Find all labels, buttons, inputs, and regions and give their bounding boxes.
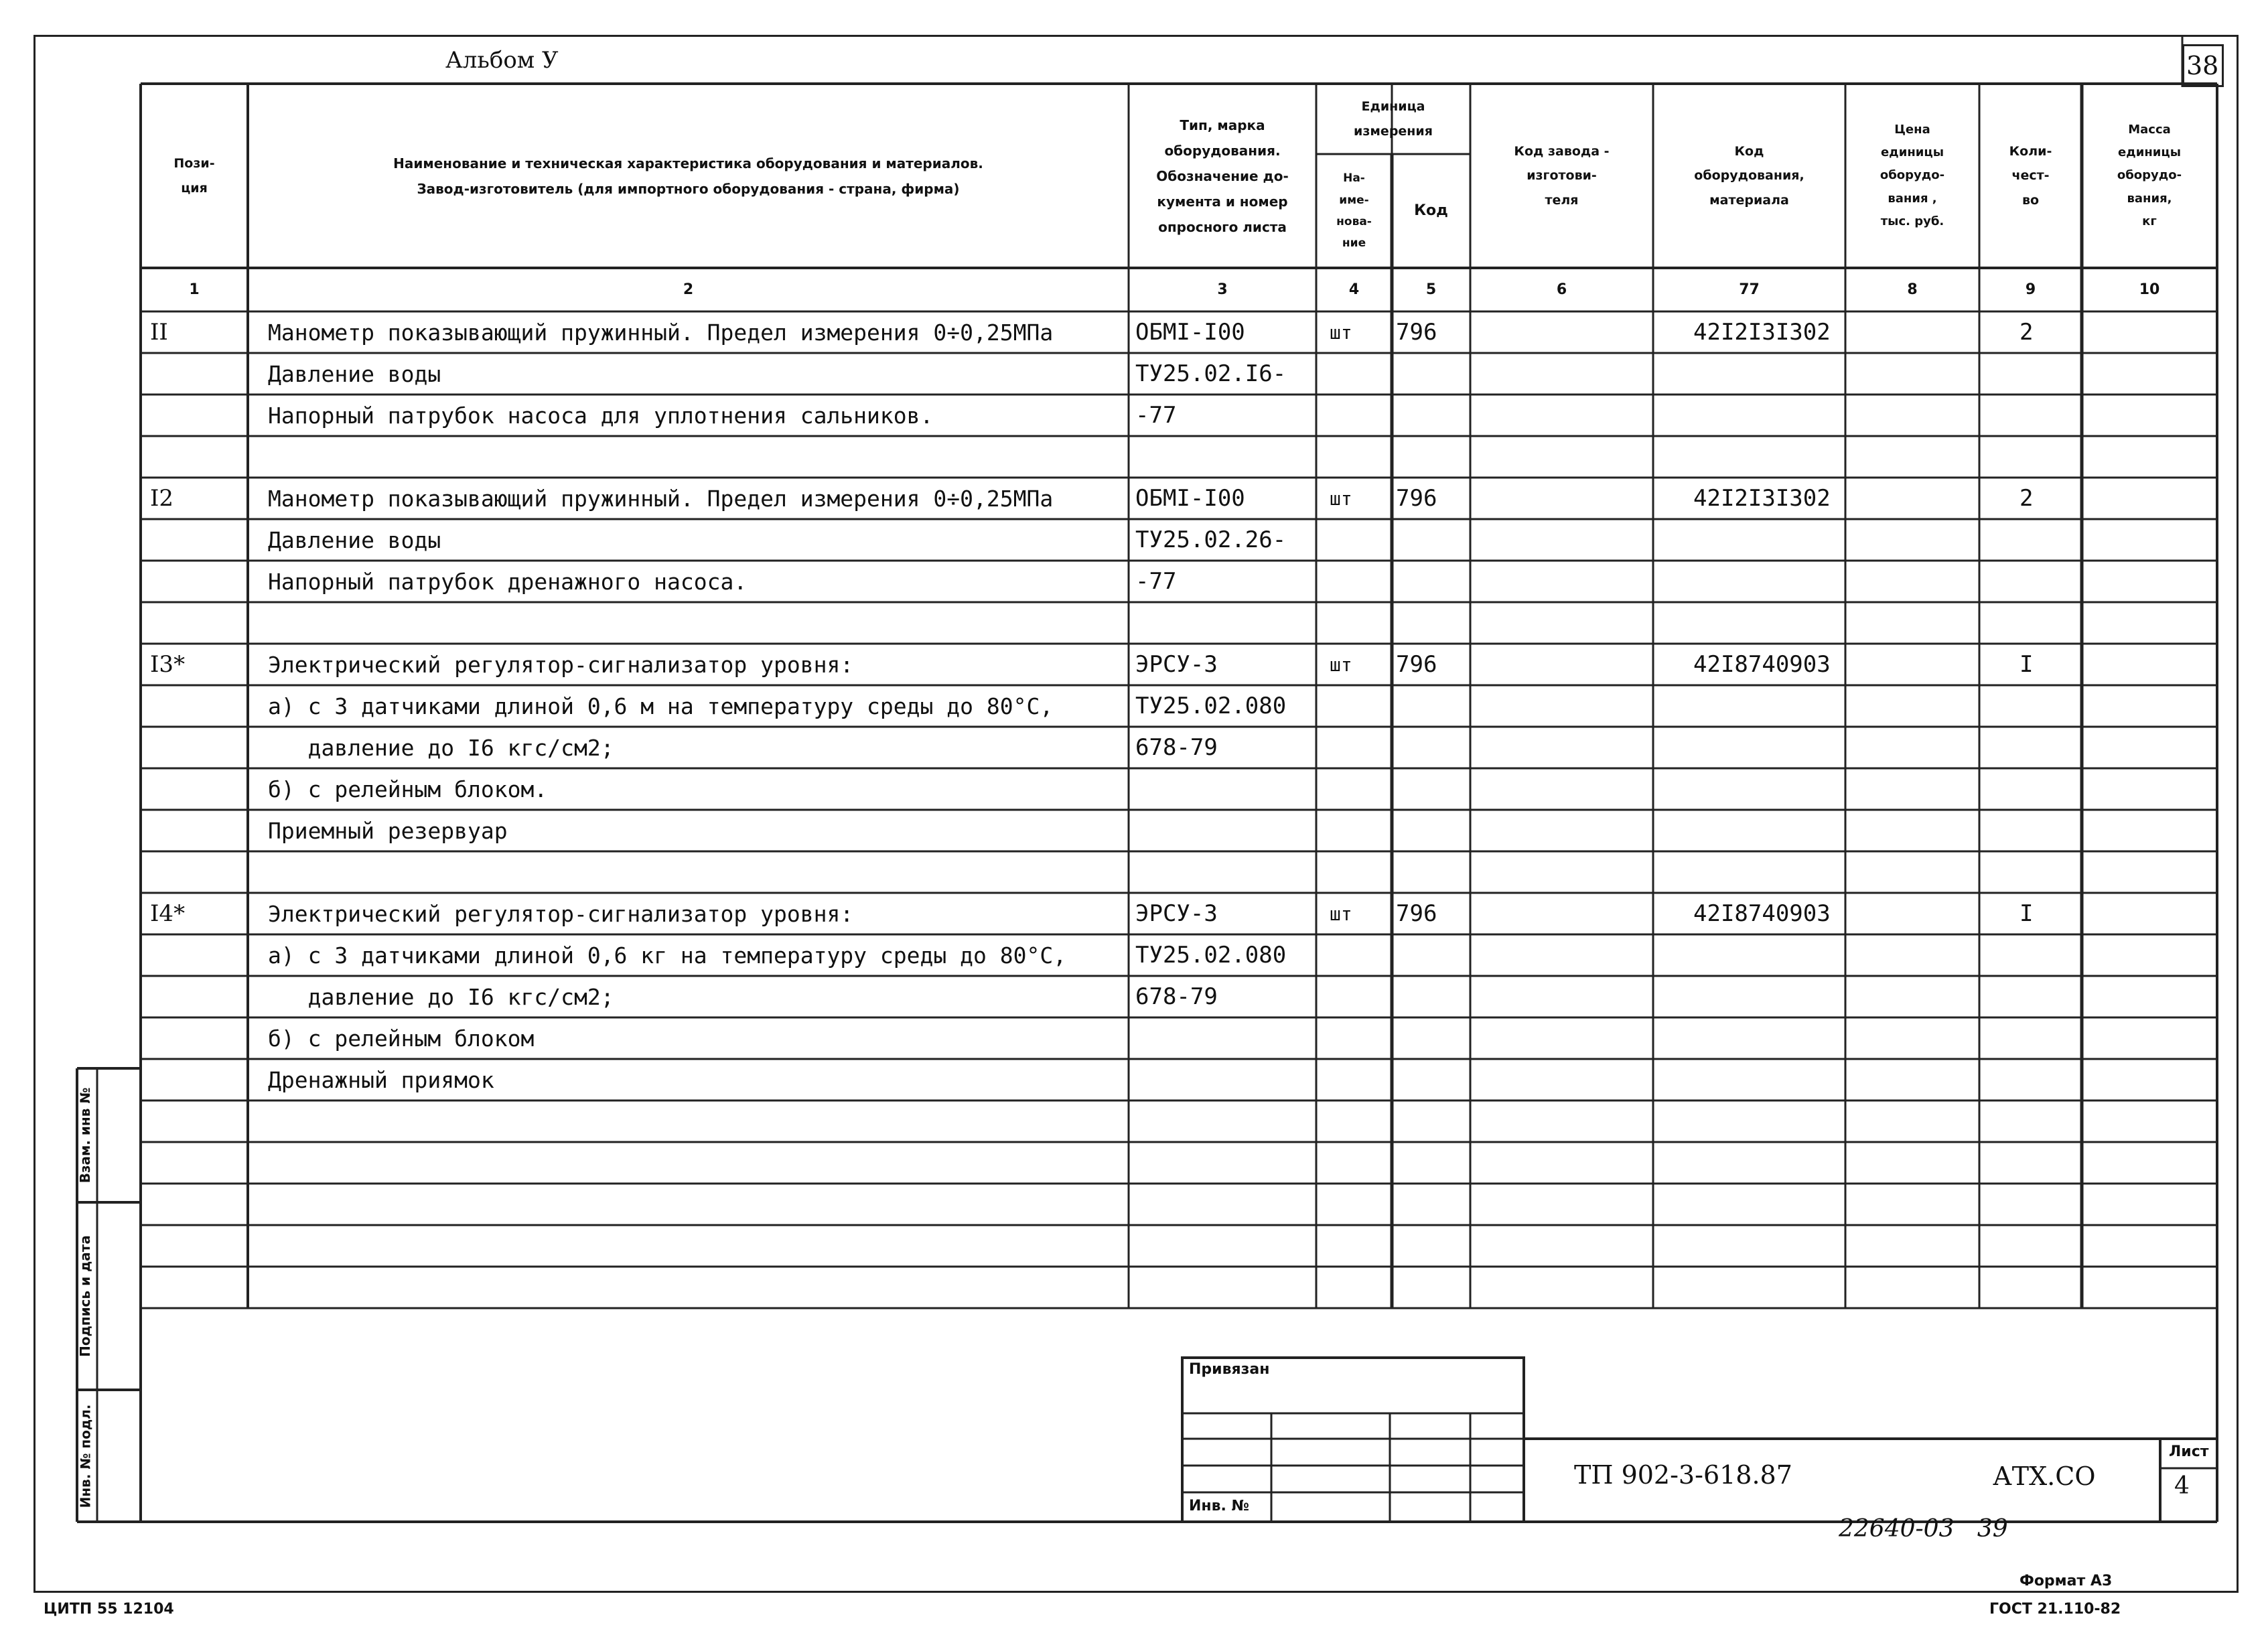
format-label: Формат А3: [2019, 1573, 2113, 1589]
cell-price: [1852, 311, 1977, 353]
cell-mass: [2088, 561, 2214, 602]
handwritten-number: 22640-03 39: [1839, 1515, 2008, 1543]
cell-name: Давление воды: [268, 526, 441, 553]
cell-type: 678-79: [1135, 983, 1218, 1010]
cell-unit: [1330, 1142, 1389, 1184]
cell-mass: [2088, 644, 2214, 685]
cell-equipment-code: [1693, 727, 1843, 768]
header-price: Цена единицы оборудо- вания , тыс. руб.: [1880, 123, 1945, 228]
cell-code: [1396, 976, 1468, 1017]
cell-unit: [1330, 1225, 1389, 1267]
cell-quantity: [2019, 353, 2079, 395]
cell-equipment-code: [1693, 561, 1843, 602]
cell-mass: [2088, 976, 2214, 1017]
cell-factory-code: [1477, 519, 1650, 561]
cell-name: [268, 1184, 1126, 1225]
cell-quantity: 2: [2019, 319, 2034, 346]
cell-position: I2: [150, 485, 174, 512]
cell-name: [268, 602, 1126, 644]
cell-price: [1852, 1059, 1977, 1100]
column-number: 1: [189, 281, 200, 298]
cell-unit: [1330, 1059, 1389, 1100]
cell-position: [150, 727, 245, 768]
cell-mass: [2088, 685, 2214, 727]
cell-factory-code: [1477, 851, 1650, 893]
cell-code: [1396, 810, 1468, 851]
cell-quantity: [2019, 976, 2079, 1017]
cell-price: [1852, 768, 1977, 810]
cell-type: ТУ25.02.I6-: [1135, 360, 1287, 387]
cell-name: [268, 1100, 1126, 1142]
cell-code: 796: [1396, 651, 1437, 678]
cell-factory-code: [1477, 1059, 1650, 1100]
cell-code: 796: [1396, 485, 1437, 512]
cell-quantity: [2019, 810, 2079, 851]
cell-factory-code: [1477, 1017, 1650, 1059]
column-number: 3: [1217, 281, 1228, 298]
cell-mass: [2088, 1017, 2214, 1059]
cell-type: [1135, 1100, 1314, 1142]
cell-type: ТУ25.02.080: [1135, 942, 1287, 969]
cell-mass: [2088, 1267, 2214, 1308]
cell-unit: [1330, 934, 1389, 976]
cell-factory-code: [1477, 976, 1650, 1017]
cell-name: б) с релейным блоком: [268, 1025, 535, 1052]
cell-name: давление до I6 кгс/см2;: [268, 734, 614, 761]
cell-unit: [1330, 976, 1389, 1017]
header-unit-code: Код: [1414, 202, 1448, 220]
cell-type: [1135, 602, 1314, 644]
cell-name: давление до I6 кгс/см2;: [268, 983, 614, 1010]
cell-equipment-code: [1693, 436, 1843, 478]
cell-factory-code: [1477, 934, 1650, 976]
cell-type: [1135, 436, 1314, 478]
column-number: 77: [1739, 281, 1760, 298]
cell-equipment-code: [1693, 1017, 1843, 1059]
cell-type: [1135, 1017, 1314, 1059]
column-number: 9: [2025, 281, 2036, 298]
cell-type: -77: [1135, 568, 1177, 595]
cell-factory-code: [1477, 436, 1650, 478]
cell-price: [1852, 1017, 1977, 1059]
cell-price: [1852, 810, 1977, 851]
cell-equipment-code: [1693, 353, 1843, 395]
cell-factory-code: [1477, 810, 1650, 851]
cell-name: а) с 3 датчиками длиной 0,6 кг на температуру среды до 80°С,: [268, 942, 1067, 969]
header-unit: Единица измерения: [1354, 99, 1433, 139]
cell-price: [1852, 644, 1977, 685]
cell-code: [1396, 1184, 1468, 1225]
cell-price: [1852, 1142, 1977, 1184]
cell-name: Электрический регулятор-сигнализатор уровня:: [268, 651, 854, 678]
cell-mass: [2088, 478, 2214, 519]
cell-type: [1135, 1059, 1314, 1100]
cell-position: [150, 1100, 245, 1142]
cell-quantity: [2019, 768, 2079, 810]
cell-type: ОБМI-I00: [1135, 319, 1245, 346]
cell-equipment-code: [1693, 976, 1843, 1017]
cell-unit: [1330, 810, 1389, 851]
header-type: Тип, марка оборудования. Обозначение до- кумента и номер опросного листа: [1156, 117, 1289, 235]
cell-type: ОБМI-I00: [1135, 485, 1245, 512]
cell-code: [1396, 768, 1468, 810]
cell-mass: [2088, 727, 2214, 768]
cell-mass: [2088, 851, 2214, 893]
cell-unit: [1330, 1100, 1389, 1142]
cell-quantity: [2019, 1225, 2079, 1267]
cell-code: [1396, 1142, 1468, 1184]
cell-type: ТУ25.02.26-: [1135, 526, 1287, 553]
tsitp-label: ЦИТП 55 12104: [44, 1601, 174, 1618]
cell-price: [1852, 561, 1977, 602]
header-mass: Масса единицы оборудо- вания, кг: [2117, 123, 2182, 228]
cell-name: Напорный патрубок насоса для уплотнения сальников.: [268, 402, 934, 429]
cell-name: Напорный патрубок дренажного насоса.: [268, 568, 748, 595]
cell-position: [150, 353, 245, 395]
cell-name: [268, 851, 1126, 893]
cell-quantity: [2019, 934, 2079, 976]
cell-type: [1135, 1184, 1314, 1225]
header-factory-code: Код завода - изготови- теля: [1514, 144, 1610, 208]
cell-code: [1396, 353, 1468, 395]
cell-factory-code: [1477, 1100, 1650, 1142]
cell-mass: [2088, 893, 2214, 934]
stamp-sheet-label: Лист: [2169, 1443, 2209, 1460]
cell-code: 796: [1396, 900, 1437, 927]
cell-factory-code: [1477, 478, 1650, 519]
cell-unit: шт: [1330, 487, 1352, 510]
header-unit-name: На- име- нова- ние: [1336, 171, 1372, 251]
cell-mass: [2088, 1100, 2214, 1142]
cell-factory-code: [1477, 602, 1650, 644]
cell-equipment-code: [1693, 1225, 1843, 1267]
cell-factory-code: [1477, 1184, 1650, 1225]
cell-quantity: I: [2019, 900, 2034, 927]
cell-name: [268, 1267, 1126, 1308]
cell-position: [150, 851, 245, 893]
cell-factory-code: [1477, 395, 1650, 436]
cell-equipment-code: [1693, 851, 1843, 893]
cell-code: [1396, 395, 1468, 436]
cell-type: [1135, 1225, 1314, 1267]
cell-quantity: [2019, 395, 2079, 436]
cell-position: II: [150, 319, 168, 346]
cell-quantity: [2019, 602, 2079, 644]
cell-unit: [1330, 561, 1389, 602]
cell-quantity: [2019, 727, 2079, 768]
cell-quantity: [2019, 1184, 2079, 1225]
cell-position: [150, 602, 245, 644]
cell-unit: [1330, 1267, 1389, 1308]
header-equipment-code: Код оборудования, материала: [1694, 144, 1804, 208]
column-number: 5: [1425, 281, 1437, 298]
cell-factory-code: [1477, 685, 1650, 727]
stamp-mark: АТХ.СО: [1993, 1462, 2096, 1491]
cell-equipment-code: [1693, 1267, 1843, 1308]
cell-position: [150, 1017, 245, 1059]
cell-position: [150, 1225, 245, 1267]
cell-unit: [1330, 395, 1389, 436]
cell-unit: шт: [1330, 321, 1352, 344]
cell-equipment-code: [1693, 1142, 1843, 1184]
cell-equipment-code: 42I2I3I302: [1693, 485, 1831, 512]
cell-quantity: [2019, 1059, 2079, 1100]
cell-mass: [2088, 311, 2214, 353]
cell-quantity: [2019, 685, 2079, 727]
column-number: 10: [2139, 281, 2160, 298]
cell-price: [1852, 934, 1977, 976]
cell-code: [1396, 934, 1468, 976]
cell-mass: [2088, 353, 2214, 395]
cell-code: [1396, 1267, 1468, 1308]
cell-price: [1852, 685, 1977, 727]
cell-equipment-code: [1693, 519, 1843, 561]
cell-factory-code: [1477, 311, 1650, 353]
cell-unit: [1330, 851, 1389, 893]
cell-price: [1852, 478, 1977, 519]
cell-mass: [2088, 768, 2214, 810]
cell-equipment-code: [1693, 1100, 1843, 1142]
cell-code: [1396, 851, 1468, 893]
cell-unit: [1330, 727, 1389, 768]
stamp-privyazan: Привязан: [1189, 1361, 1270, 1378]
cell-equipment-code: [1693, 395, 1843, 436]
cell-unit: [1330, 768, 1389, 810]
cell-mass: [2088, 436, 2214, 478]
cell-price: [1852, 1100, 1977, 1142]
cell-quantity: [2019, 851, 2079, 893]
page-number: 38: [2186, 51, 2219, 80]
cell-position: [150, 436, 245, 478]
cell-code: [1396, 436, 1468, 478]
stamp-inv-no: Инв. №: [1189, 1498, 1250, 1514]
column-number: 8: [1907, 281, 1918, 298]
cell-position: [150, 810, 245, 851]
cell-factory-code: [1477, 768, 1650, 810]
cell-code: [1396, 1225, 1468, 1267]
cell-quantity: [2019, 1267, 2079, 1308]
column-number: 2: [683, 281, 694, 298]
cell-equipment-code: [1693, 685, 1843, 727]
cell-type: ЭРСУ-3: [1135, 900, 1218, 927]
side-label: Инв. № подл.: [77, 1404, 93, 1508]
cell-name: Электрический регулятор-сигнализатор уровня:: [268, 900, 854, 927]
cell-type: [1135, 1267, 1314, 1308]
cell-price: [1852, 1184, 1977, 1225]
cell-equipment-code: [1693, 1059, 1843, 1100]
cell-position: [150, 768, 245, 810]
cell-code: [1396, 519, 1468, 561]
cell-quantity: [2019, 1100, 2079, 1142]
cell-equipment-code: [1693, 602, 1843, 644]
cell-name: Давление воды: [268, 360, 441, 387]
cell-mass: [2088, 395, 2214, 436]
cell-code: [1396, 685, 1468, 727]
cell-position: [150, 561, 245, 602]
cell-name: а) с 3 датчиками длиной 0,6 м на температуру среды до 80°С,: [268, 693, 1054, 719]
cell-price: [1852, 851, 1977, 893]
cell-type: [1135, 768, 1314, 810]
cell-mass: [2088, 1184, 2214, 1225]
cell-code: [1396, 727, 1468, 768]
cell-mass: [2088, 519, 2214, 561]
cell-code: [1396, 1059, 1468, 1100]
cell-equipment-code: [1693, 768, 1843, 810]
column-number: 6: [1556, 281, 1567, 298]
side-label: Подпись и дата: [77, 1235, 93, 1357]
cell-equipment-code: [1693, 934, 1843, 976]
cell-quantity: [2019, 436, 2079, 478]
cell-position: [150, 1267, 245, 1308]
cell-equipment-code: [1693, 1184, 1843, 1225]
cell-equipment-code: 42I8740903: [1693, 900, 1831, 927]
cell-name: Дренажный приямок: [268, 1066, 494, 1093]
cell-unit: [1330, 353, 1389, 395]
cell-equipment-code: [1693, 810, 1843, 851]
cell-price: [1852, 1225, 1977, 1267]
cell-unit: [1330, 602, 1389, 644]
cell-price: [1852, 1267, 1977, 1308]
cell-position: [150, 519, 245, 561]
cell-position: [150, 1059, 245, 1100]
cell-name: Приемный резервуар: [268, 817, 508, 844]
cell-factory-code: [1477, 727, 1650, 768]
cell-factory-code: [1477, 1225, 1650, 1267]
cell-price: [1852, 395, 1977, 436]
cell-position: [150, 976, 245, 1017]
cell-unit: шт: [1330, 653, 1352, 676]
cell-name: Манометр показывающий пружинный. Предел измерения 0÷0,25МПа: [268, 485, 1054, 512]
cell-mass: [2088, 1225, 2214, 1267]
cell-factory-code: [1477, 1142, 1650, 1184]
cell-unit: [1330, 1017, 1389, 1059]
cell-quantity: [2019, 519, 2079, 561]
cell-position: [150, 934, 245, 976]
cell-type: 678-79: [1135, 734, 1218, 761]
cell-code: [1396, 602, 1468, 644]
cell-type: [1135, 810, 1314, 851]
header-position: Пози- ция: [173, 156, 215, 196]
cell-code: [1396, 1100, 1468, 1142]
cell-unit: [1330, 519, 1389, 561]
stamp-doc-code: ТП 902-3-618.87: [1574, 1460, 1792, 1490]
cell-quantity: [2019, 561, 2079, 602]
cell-position: [150, 1184, 245, 1225]
cell-quantity: 2: [2019, 485, 2034, 512]
cell-price: [1852, 893, 1977, 934]
cell-price: [1852, 727, 1977, 768]
cell-name: [268, 1225, 1126, 1267]
cell-mass: [2088, 1142, 2214, 1184]
cell-name: [268, 1142, 1126, 1184]
cell-quantity: [2019, 1142, 2079, 1184]
cell-name: б) с релейным блоком.: [268, 776, 548, 802]
cell-quantity: [2019, 1017, 2079, 1059]
cell-factory-code: [1477, 561, 1650, 602]
cell-position: I4*: [150, 900, 186, 927]
stamp-sheet: 4: [2174, 1472, 2190, 1500]
cell-mass: [2088, 1059, 2214, 1100]
cell-factory-code: [1477, 893, 1650, 934]
cell-position: I3*: [150, 651, 186, 678]
cell-mass: [2088, 810, 2214, 851]
cell-unit: [1330, 1184, 1389, 1225]
cell-code: [1396, 1017, 1468, 1059]
cell-price: [1852, 436, 1977, 478]
cell-mass: [2088, 934, 2214, 976]
cell-equipment-code: 42I8740903: [1693, 651, 1831, 678]
cell-mass: [2088, 602, 2214, 644]
cell-price: [1852, 602, 1977, 644]
cell-position: [150, 1142, 245, 1184]
cell-factory-code: [1477, 353, 1650, 395]
cell-type: ЭРСУ-3: [1135, 651, 1218, 678]
cell-quantity: I: [2019, 651, 2034, 678]
side-label: Взам. инв №: [77, 1087, 93, 1184]
cell-code: 796: [1396, 319, 1437, 346]
cell-type: [1135, 851, 1314, 893]
column-number: 4: [1348, 281, 1360, 298]
cell-type: ТУ25.02.080: [1135, 693, 1287, 719]
cell-position: [150, 395, 245, 436]
cell-factory-code: [1477, 644, 1650, 685]
cell-position: [150, 685, 245, 727]
cell-name: Манометр показывающий пружинный. Предел измерения 0÷0,25МПа: [268, 319, 1054, 346]
cell-unit: [1330, 436, 1389, 478]
cell-unit: шт: [1330, 902, 1352, 925]
cell-type: [1135, 1142, 1314, 1184]
cell-unit: [1330, 685, 1389, 727]
header-quantity: Коли- чест- во: [2009, 144, 2052, 208]
cell-factory-code: [1477, 1267, 1650, 1308]
cell-price: [1852, 353, 1977, 395]
cell-equipment-code: 42I2I3I302: [1693, 319, 1831, 346]
gost-label: ГОСТ 21.110-82: [1989, 1601, 2121, 1618]
album-title: Альбом У: [445, 47, 559, 74]
cell-price: [1852, 519, 1977, 561]
cell-price: [1852, 976, 1977, 1017]
cell-type: -77: [1135, 402, 1177, 429]
cell-code: [1396, 561, 1468, 602]
cell-name: [268, 436, 1126, 478]
header-name: Наименование и техническая характеристика оборудования и материалов. Завод-изготовитель (для импортного оборудования - страна, фирма): [393, 155, 983, 197]
